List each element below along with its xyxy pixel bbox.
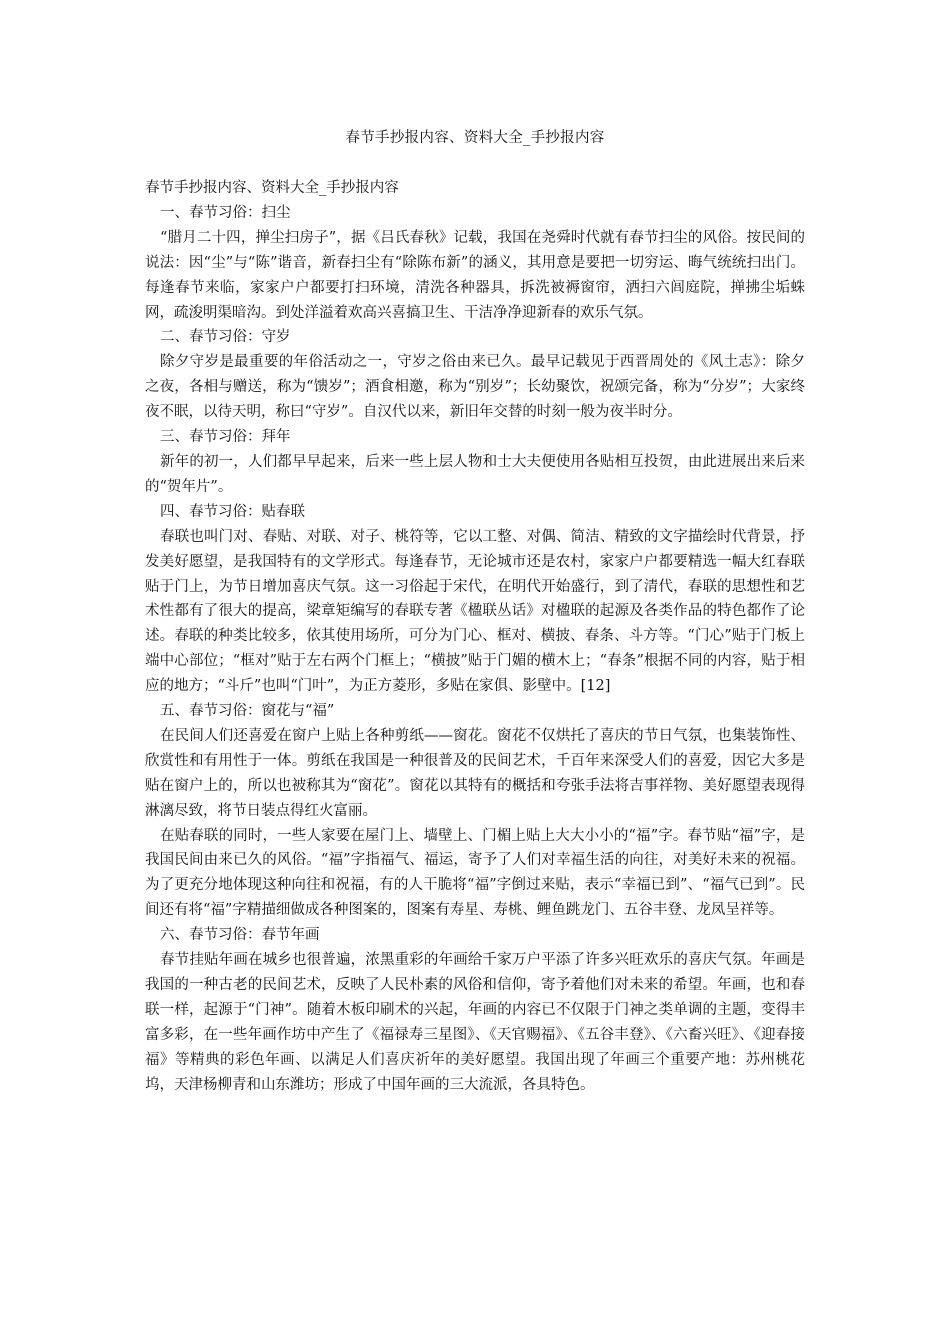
document-subtitle: 春节手抄报内容、资料大全_手抄报内容 [145, 180, 399, 196]
section-heading-greetings: 三、春节习俗：拜年 [160, 429, 291, 446]
page-title: 春节手抄报内容、资料大全_手抄报内容 [345, 130, 605, 146]
paragraph-new-year-paintings: 春节挂贴年画在城乡也很普遍，浓黑重彩的年画给千家万户平添了许多兴旺欢乐的喜庆气氛。年画是我国的一种古老的民间艺术，反映了人民朴素的风俗和信仰，寄予着他们对未来的希望。年画，也和春联一样，起源于“门神”。随着木板印刷术的兴起，年画的内容已不仅限于门神之类单调的主题，变得丰富多彩，在一些年画作坊中产生了《福禄寿三星图》、《天官赐福》、《五谷丰登》、《六畜兴旺》、《迎春接福》等精典的彩色年画、以满足人们喜庆祈年的美好愿望。我国出现了年画三个重要产地：苏州桃花坞，天津杨柳青和山东潍坊；形成了中国年画的三大流派，各具特色。 [145, 952, 805, 1093]
document-body [145, 176, 805, 1098]
paragraph-greetings: 新年的初一，人们都早早起来，后来一些上层人物和士大夫便使用各贴相互投贺，由此进展出来后来的“贺年片”。 [145, 453, 805, 495]
paragraph-fu-character: 在贴春联的同时，一些人家要在屋门上、墙壁上、门楣上贴上大大小小的“福”字。春节贴“福”字，是我国民间由来已久的风俗。“福”字指福气、福运，寄予了人们对幸福生活的向往，对美好未来的祝福。为了更充分地体现这种向往和祝福，有的人干脆将“福”字倒过来贴，表示“幸福已到”、“福气已到”。民间还有将“福”字精描细做成各种图案的，图案有寿星、寿桃、鲤鱼跳龙门、五谷丰登、龙凤呈祥等。 [145, 827, 805, 919]
paragraph-couplets: 春联也叫门对、春贴、对联、对子、桃符等，它以工整、对偶、简洁、精致的文字描绘时代背景，抒发美好愿望，是我国特有的文学形式。每逢春节，无论城市还是农村，家家户户都要精选一幅大红春联贴于门上，为节日增加喜庆气氛。这一习俗起于宋代，在明代开始盛行，到了清代，春联的思想性和艺术性都有了很大的提高，梁章矩编写的春联专著《楹联丛话》对楹联的起源及各类作品的特色都作了论述。春联的种类比较多，依其使用场所，可分为门心、框对、横披、春条、斗方等。“门心”贴于门板上端中心部位；“框对”贴于左右两个门框上；“横披”贴于门媚的横木上；“春条”根据不同的内容，贴于相应的地方；“斗斤”也叫“门叶”，为正方菱形，多贴在家俱、影壁中。[12] [145, 528, 805, 695]
paragraph-new-year-eve: 除夕守岁是最重要的年俗活动之一，守岁之俗由来已久。最早记载见于西晋周处的《风土志》：除夕之夜，各相与赠送，称为“馈岁”；酒食相邀，称为“别岁”；长幼聚饮，祝颂完备，称为“分岁”；大家终夜不眠，以待天明，称曰“守岁”。自汉代以来，新旧年交替的时刻一般为夜半时分。 [145, 354, 805, 421]
section-heading-new-year-paintings: 六、春节习俗：春节年画 [160, 927, 320, 944]
section-heading-new-year-eve: 二、春节习俗：守岁 [160, 329, 291, 346]
paragraph-sweeping: “腊月二十四，掸尘扫房子”，据《吕氏春秋》记载，我国在尧舜时代就有春节扫尘的风俗。按民间的说法：因“尘”与“陈”谐音，新春扫尘有“除陈布新”的涵义，其用意是要把一切穷运、晦气统统扫出门。每逢春节来临，家家户户都要打扫环境，清洗各种器具，拆洗被褥窗帘，洒扫六闾庭院，掸拂尘垢蛛网，疏浚明渠暗沟。到处洋溢着欢高兴喜搞卫生、干洁净净迎新春的欢乐气氛。 [145, 229, 805, 321]
section-heading-couplets: 四、春节习俗：贴春联 [160, 503, 305, 520]
section-heading-window-flowers: 五、春节习俗：窗花与“福” [160, 703, 335, 720]
section-heading-sweeping: 一、春节习俗：扫尘 [160, 204, 291, 221]
paragraph-window-flowers: 在民间人们还喜爱在窗户上贴上各种剪纸——窗花。窗花不仅烘托了喜庆的节日气氛，也集装饰性、欣赏性和有用性于一体。剪纸在我国是一种很普及的民间艺术，千百年来深受人们的喜爱，因它大多是贴在窗户上的，所以也被称其为“窗花”。窗花以其特有的概括和夸张手法将吉事祥物、美好愿望表现得淋漓尽致，将节日装点得红火富丽。 [145, 727, 805, 819]
